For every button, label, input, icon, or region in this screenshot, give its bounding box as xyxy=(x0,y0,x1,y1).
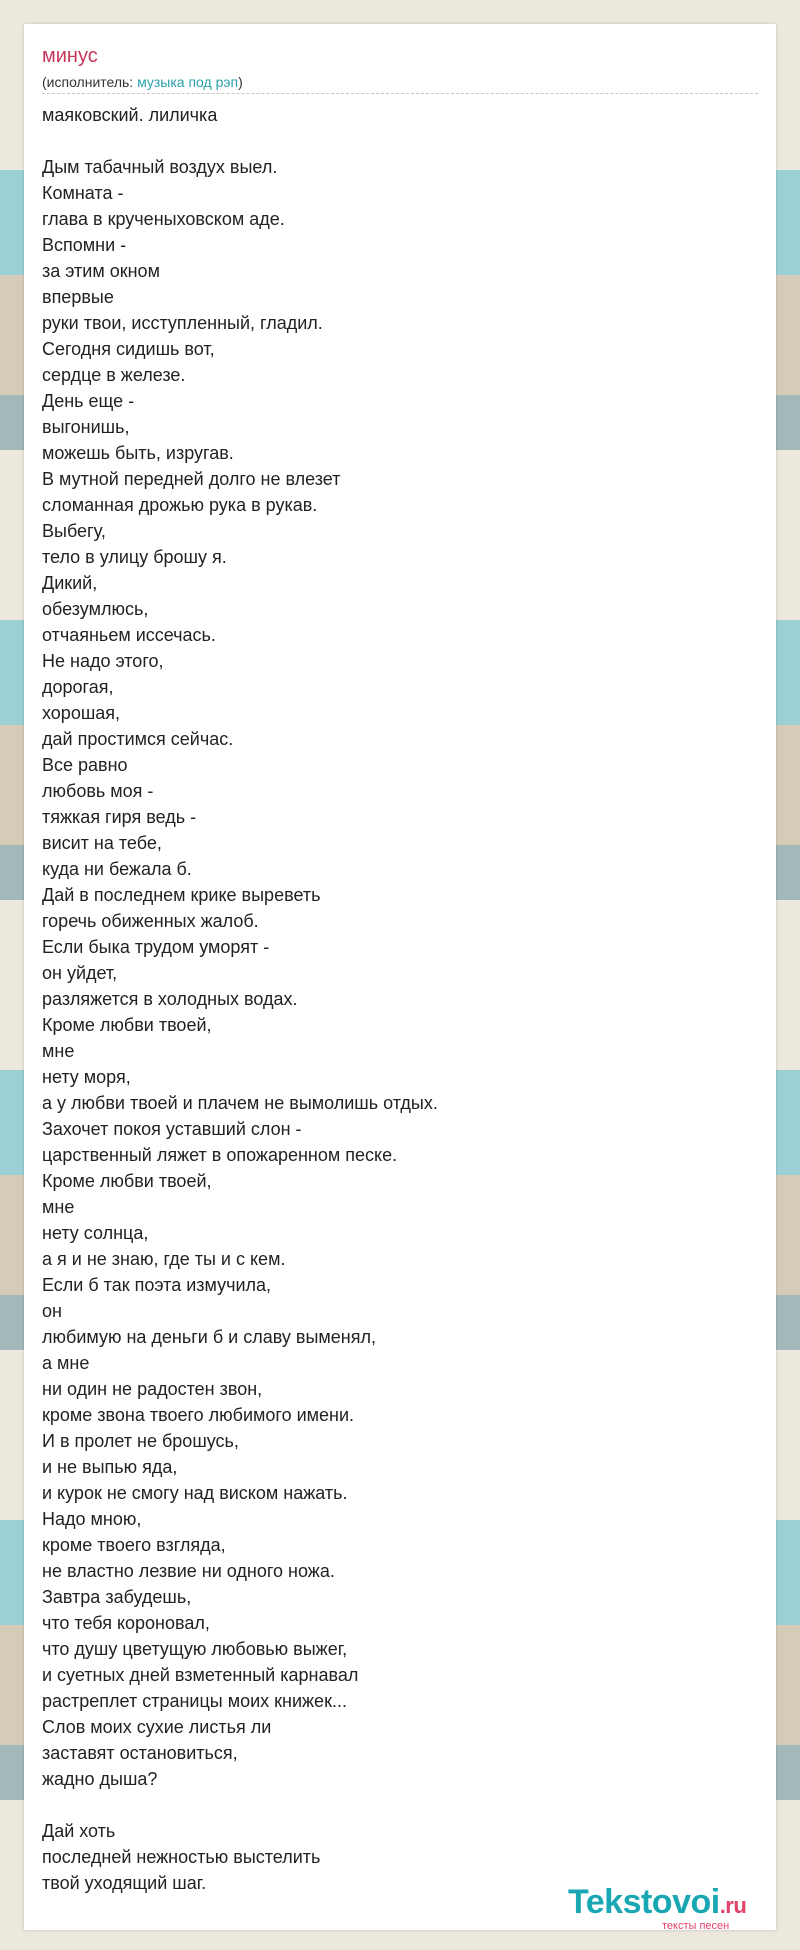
lyric-line: сердце в железе. xyxy=(42,365,186,385)
lyric-line: Выбегу, xyxy=(42,521,106,541)
lyric-line: и курок не смогу над виском нажать. xyxy=(42,1483,348,1503)
lyric-line: Если б так поэта измучила, xyxy=(42,1275,272,1295)
lyric-line: хорошая, xyxy=(42,703,121,723)
song-title: минус xyxy=(42,45,98,67)
lyric-line: можешь быть, изругав. xyxy=(42,443,234,463)
lyric-line: Дай в последнем крике выреветь xyxy=(42,885,321,905)
lyric-line: Комната - xyxy=(42,183,124,203)
lyric-line: не властно лезвие ни одного ножа. xyxy=(42,1561,335,1581)
lyric-line: твой уходящий шаг. xyxy=(42,1873,207,1893)
lyric-line: любимую на деньги б и славу выменял, xyxy=(42,1327,376,1347)
lyric-line: мне xyxy=(42,1197,75,1217)
lyric-line: куда ни бежала б. xyxy=(42,859,192,879)
lyrics-text xyxy=(42,102,742,1896)
lyric-line: а у любви твоей и плачем не вымолишь отдых. xyxy=(42,1093,438,1113)
lyric-line: нету солнца, xyxy=(42,1223,149,1243)
lyric-line: что тебя короновал, xyxy=(42,1613,210,1633)
lyric-line: Слов моих сухие листья ли xyxy=(42,1717,272,1737)
lyric-line: царственный ляжет в опожаренном песке. xyxy=(42,1145,398,1165)
lyric-line: за этим окном xyxy=(42,261,160,281)
lyric-line: кроме звона твоего любимого имени. xyxy=(42,1405,355,1425)
lyrics-card xyxy=(24,24,776,1930)
lyric-line: Захочет покоя уставший слон - xyxy=(42,1119,302,1139)
artist-prefix: (исполнитель: xyxy=(42,74,138,90)
lyric-line: а я и не знаю, где ты и с кем. xyxy=(42,1249,286,1269)
lyric-line: обезумлюсь, xyxy=(42,599,149,619)
lyric-line: глава в крученыховском аде. xyxy=(42,209,285,229)
lyric-line xyxy=(42,128,742,154)
lyric-line: Не надо этого, xyxy=(42,651,164,671)
lyric-line: что душу цветущую любовью выжег, xyxy=(42,1639,348,1659)
lyric-line: И в пролет не брошусь, xyxy=(42,1431,239,1451)
lyric-line: а мне xyxy=(42,1353,90,1373)
lyric-line: День еще - xyxy=(42,391,135,411)
lyric-line: последней нежностью выстелить xyxy=(42,1847,321,1867)
lyric-line: выгонишь, xyxy=(42,417,130,437)
site-logo[interactable] xyxy=(568,1884,746,1924)
logo-text: Tekstovoi xyxy=(568,1883,720,1921)
title-divider xyxy=(42,93,758,94)
artist-link[interactable]: музыка под рэп xyxy=(137,74,239,90)
logo-tld: .ru xyxy=(719,1893,747,1918)
lyric-line: Дикий, xyxy=(42,573,98,593)
lyric-line: маяковский. лиличка xyxy=(42,105,218,125)
lyric-line: он уйдет, xyxy=(42,963,118,983)
lyric-line: В мутной передней долго не влезет xyxy=(42,469,341,489)
lyric-line: Вспомни - xyxy=(42,235,127,255)
lyric-line: кроме твоего взгляда, xyxy=(42,1535,226,1555)
lyric-line: висит на тебе, xyxy=(42,833,162,853)
lyric-line: он xyxy=(42,1301,62,1321)
lyric-line: Дай хоть xyxy=(42,1821,116,1841)
logo-tagline: тексты песен xyxy=(662,1920,730,1932)
lyric-line: ни один не радостен звон, xyxy=(42,1379,263,1399)
lyric-line: жадно дыша? xyxy=(42,1769,158,1789)
artist-suffix: ) xyxy=(238,74,243,90)
lyric-line: любовь моя - xyxy=(42,781,154,801)
lyric-line: тяжкая гиря ведь - xyxy=(42,807,197,827)
lyric-line: Дым табачный воздух выел. xyxy=(42,157,278,177)
lyric-line: Если быка трудом уморят - xyxy=(42,937,270,957)
lyric-line: Надо мною, xyxy=(42,1509,142,1529)
lyric-line: отчаяньем иссечась. xyxy=(42,625,216,645)
lyric-line: Сегодня сидишь вот, xyxy=(42,339,215,359)
lyric-line: растреплет страницы моих книжек... xyxy=(42,1691,347,1711)
lyric-line: Кроме любви твоей, xyxy=(42,1015,212,1035)
lyric-line: горечь обиженных жалоб. xyxy=(42,911,259,931)
lyric-line: Завтра забудешь, xyxy=(42,1587,192,1607)
lyric-line: мне xyxy=(42,1041,75,1061)
lyric-line xyxy=(42,1792,742,1818)
lyric-line: сломанная дрожью рука в рукав. xyxy=(42,495,318,515)
lyric-line: и не выпью яда, xyxy=(42,1457,178,1477)
lyric-line: дорогая, xyxy=(42,677,114,697)
lyric-line: нету моря, xyxy=(42,1067,131,1087)
lyric-line: разляжется в холодных водах. xyxy=(42,989,298,1009)
lyric-line: тело в улицу брошу я. xyxy=(42,547,227,567)
lyric-line: заставят остановиться, xyxy=(42,1743,238,1763)
lyric-line: дай простимся сейчас. xyxy=(42,729,234,749)
lyric-line: Кроме любви твоей, xyxy=(42,1171,212,1191)
lyric-line: руки твои, исступленный, гладил. xyxy=(42,313,323,333)
lyric-line: впервые xyxy=(42,287,114,307)
lyric-line: Все равно xyxy=(42,755,128,775)
lyric-line: и суетных дней взметенный карнавал xyxy=(42,1665,359,1685)
artist-line xyxy=(42,73,243,91)
